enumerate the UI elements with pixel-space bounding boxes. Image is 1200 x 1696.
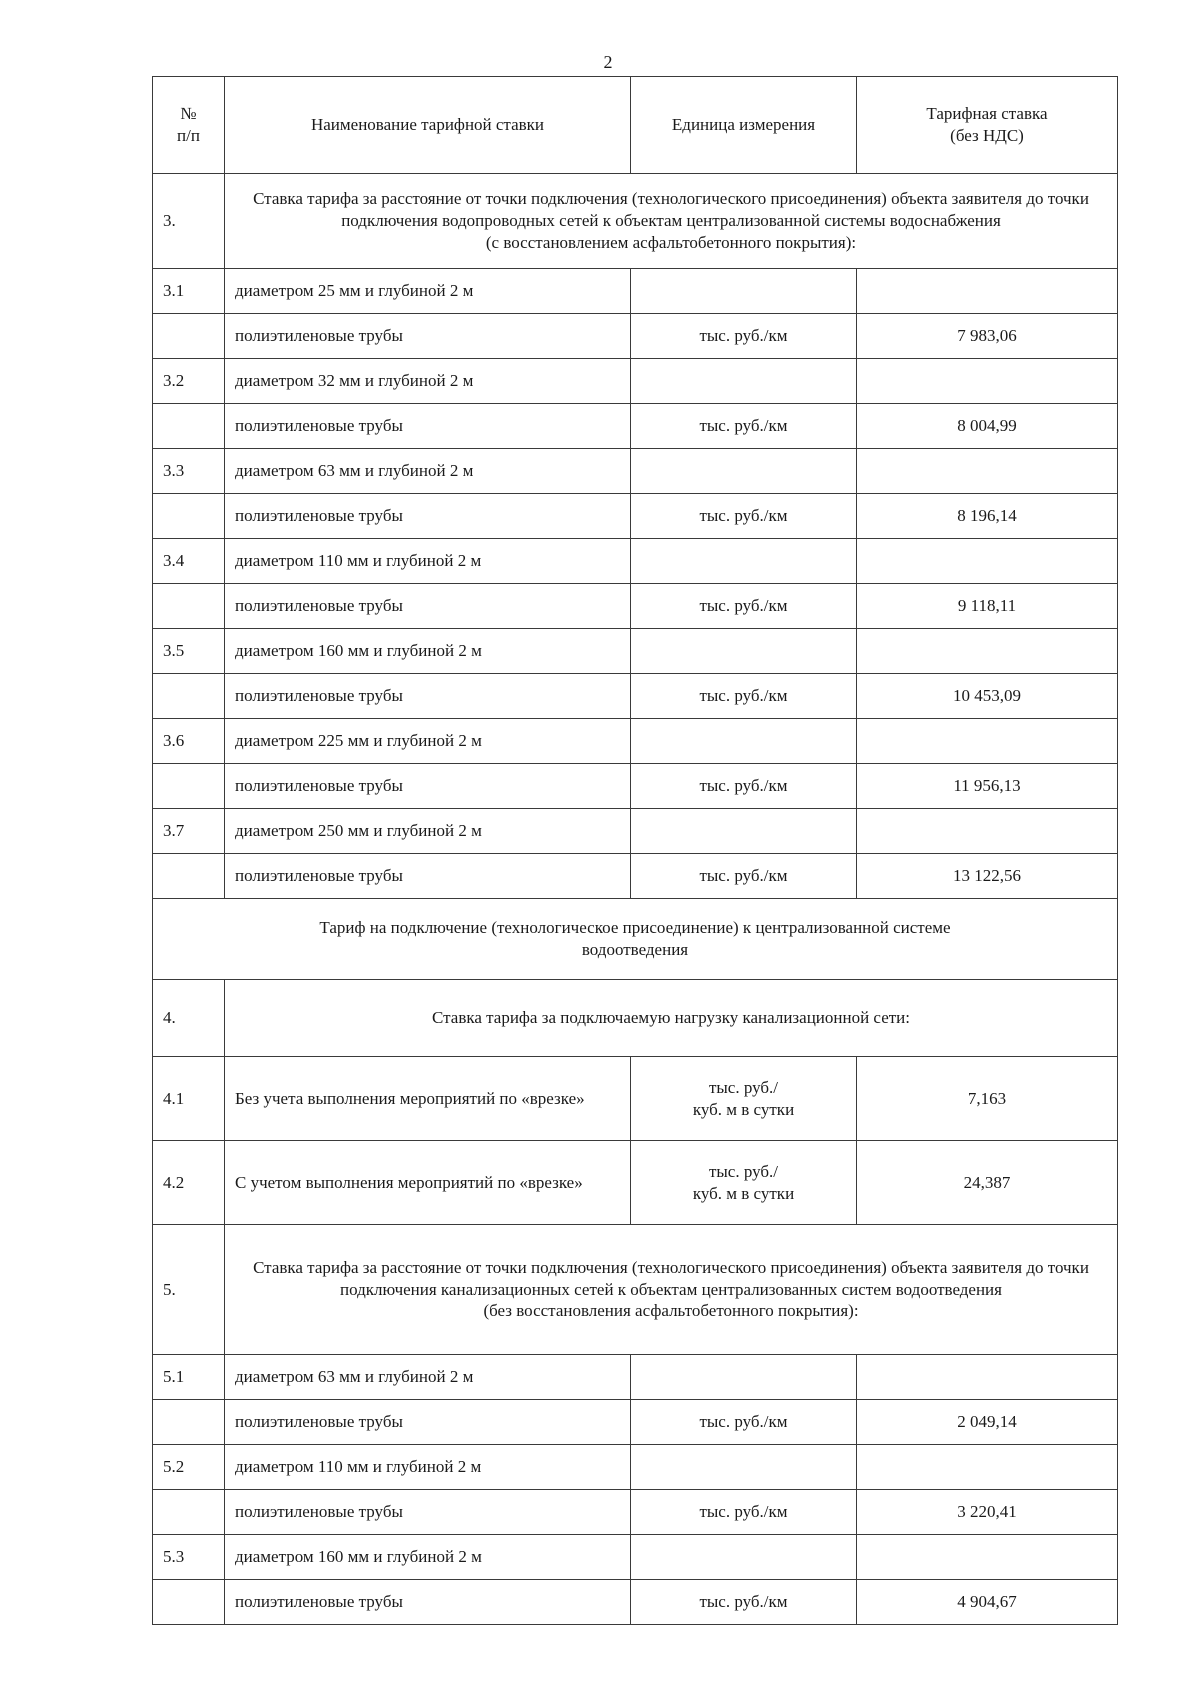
item-rate: 13 122,56 (857, 854, 1118, 899)
section-4-description: Ставка тарифа за подключаемую нагрузку канализационной сети: (225, 980, 1118, 1057)
item-number: 4.2 (153, 1141, 225, 1225)
material-row (153, 494, 1118, 539)
empty-rate-cell (857, 629, 1118, 674)
item-material: полиэтиленовые трубы (225, 764, 631, 809)
empty-unit-cell (631, 1445, 857, 1490)
section-3-description: Ставка тарифа за расстояние от точки подключения (технологического присоединения) объекта заявителя до точки подключения водопроводных сетей к объектам централизованной системы водоснабжения (с восстановлением асфальтобетонного покрытия): (225, 174, 1118, 269)
load-rate-row (153, 1057, 1118, 1141)
item-name: Без учета выполнения мероприятий по «врезке» (225, 1057, 631, 1141)
item-unit: тыс. руб./км (631, 1490, 857, 1535)
item-rate: 10 453,09 (857, 674, 1118, 719)
empty-rate-cell (857, 269, 1118, 314)
material-row (153, 314, 1118, 359)
item-number: 3.7 (153, 809, 225, 854)
header-number: № п/п (153, 77, 225, 174)
empty-unit-cell (631, 449, 857, 494)
item-rate: 8 004,99 (857, 404, 1118, 449)
item-number: 3.1 (153, 269, 225, 314)
item-name: С учетом выполнения мероприятий по «врезке» (225, 1141, 631, 1225)
empty-number-cell (153, 674, 225, 719)
empty-number-cell (153, 1490, 225, 1535)
item-unit: тыс. руб./км (631, 854, 857, 899)
empty-unit-cell (631, 629, 857, 674)
item-diameter: диаметром 63 мм и глубиной 2 м (225, 1355, 631, 1400)
diameter-row (153, 539, 1118, 584)
item-unit: тыс. руб./ куб. м в сутки (631, 1057, 857, 1141)
item-number: 5.3 (153, 1535, 225, 1580)
item-rate: 3 220,41 (857, 1490, 1118, 1535)
item-number: 4.1 (153, 1057, 225, 1141)
empty-rate-cell (857, 1535, 1118, 1580)
item-diameter: диаметром 110 мм и глубиной 2 м (225, 539, 631, 584)
empty-number-cell (153, 1400, 225, 1445)
diameter-row (153, 1445, 1118, 1490)
load-rate-row (153, 1141, 1118, 1225)
item-diameter: диаметром 160 мм и глубиной 2 м (225, 1535, 631, 1580)
material-row (153, 764, 1118, 809)
item-material: полиэтиленовые трубы (225, 1490, 631, 1535)
item-material: полиэтиленовые трубы (225, 1580, 631, 1625)
diameter-row (153, 719, 1118, 764)
page-number: 2 (603, 52, 613, 72)
item-unit: тыс. руб./км (631, 1400, 857, 1445)
material-row (153, 674, 1118, 719)
empty-unit-cell (631, 809, 857, 854)
item-diameter: диаметром 250 мм и глубиной 2 м (225, 809, 631, 854)
empty-number-cell (153, 764, 225, 809)
header-unit: Единица измерения (631, 77, 857, 174)
diameter-row (153, 809, 1118, 854)
empty-rate-cell (857, 359, 1118, 404)
empty-number-cell (153, 314, 225, 359)
empty-rate-cell (857, 449, 1118, 494)
table-body (153, 174, 1118, 1625)
header-rate-name: Наименование тарифной ставки (225, 77, 631, 174)
item-unit: тыс. руб./ куб. м в сутки (631, 1141, 857, 1225)
drainage-heading-row (153, 899, 1118, 980)
item-unit: тыс. руб./км (631, 404, 857, 449)
item-unit: тыс. руб./км (631, 314, 857, 359)
item-number: 3.6 (153, 719, 225, 764)
diameter-row (153, 269, 1118, 314)
empty-number-cell (153, 584, 225, 629)
item-diameter: диаметром 160 мм и глубиной 2 м (225, 629, 631, 674)
material-row (153, 584, 1118, 629)
item-rate: 4 904,67 (857, 1580, 1118, 1625)
section-4-row (153, 980, 1118, 1057)
empty-number-cell (153, 494, 225, 539)
section-5-number: 5. (153, 1225, 225, 1355)
section-4-number: 4. (153, 980, 225, 1057)
diameter-row (153, 449, 1118, 494)
item-number: 5.1 (153, 1355, 225, 1400)
empty-number-cell (153, 1580, 225, 1625)
item-diameter: диаметром 32 мм и глубиной 2 м (225, 359, 631, 404)
tariff-table (152, 76, 1118, 1625)
item-number: 5.2 (153, 1445, 225, 1490)
item-unit: тыс. руб./км (631, 764, 857, 809)
item-rate: 9 118,11 (857, 584, 1118, 629)
drainage-heading: Тариф на подключение (технологическое присоединение) к централизованной системе водоотведения (153, 899, 1118, 980)
item-unit: тыс. руб./км (631, 584, 857, 629)
item-material: полиэтиленовые трубы (225, 1400, 631, 1445)
header-rate: Тарифная ставка (без НДС) (857, 77, 1118, 174)
item-diameter: диаметром 110 мм и глубиной 2 м (225, 1445, 631, 1490)
section-3-row (153, 174, 1118, 269)
diameter-row (153, 1355, 1118, 1400)
item-rate: 8 196,14 (857, 494, 1118, 539)
section-5-description: Ставка тарифа за расстояние от точки подключения (технологического присоединения) объекта заявителя до точки подключения канализационных сетей к объектам централизованных систем водоотведения (без восстановления асфальтобетонного покрытия): (225, 1225, 1118, 1355)
item-rate: 7 983,06 (857, 314, 1118, 359)
item-diameter: диаметром 25 мм и глубиной 2 м (225, 269, 631, 314)
empty-number-cell (153, 404, 225, 449)
empty-rate-cell (857, 719, 1118, 764)
section-3-number: 3. (153, 174, 225, 269)
empty-rate-cell (857, 1355, 1118, 1400)
item-number: 3.3 (153, 449, 225, 494)
item-material: полиэтиленовые трубы (225, 674, 631, 719)
item-diameter: диаметром 63 мм и глубиной 2 м (225, 449, 631, 494)
empty-unit-cell (631, 359, 857, 404)
item-material: полиэтиленовые трубы (225, 314, 631, 359)
table-header-row (153, 77, 1118, 174)
item-number: 3.4 (153, 539, 225, 584)
material-row (153, 1400, 1118, 1445)
item-unit: тыс. руб./км (631, 1580, 857, 1625)
empty-unit-cell (631, 539, 857, 584)
diameter-row (153, 359, 1118, 404)
item-rate: 24,387 (857, 1141, 1118, 1225)
material-row (153, 404, 1118, 449)
empty-rate-cell (857, 809, 1118, 854)
empty-unit-cell (631, 1355, 857, 1400)
material-row (153, 854, 1118, 899)
material-row (153, 1580, 1118, 1625)
item-material: полиэтиленовые трубы (225, 404, 631, 449)
item-material: полиэтиленовые трубы (225, 584, 631, 629)
material-row (153, 1490, 1118, 1535)
item-unit: тыс. руб./км (631, 494, 857, 539)
empty-rate-cell (857, 539, 1118, 584)
diameter-row (153, 1535, 1118, 1580)
item-number: 3.5 (153, 629, 225, 674)
empty-number-cell (153, 854, 225, 899)
item-material: полиэтиленовые трубы (225, 854, 631, 899)
diameter-row (153, 629, 1118, 674)
item-rate: 7,163 (857, 1057, 1118, 1141)
item-unit: тыс. руб./км (631, 674, 857, 719)
item-rate: 11 956,13 (857, 764, 1118, 809)
empty-unit-cell (631, 1535, 857, 1580)
item-material: полиэтиленовые трубы (225, 494, 631, 539)
empty-unit-cell (631, 269, 857, 314)
empty-rate-cell (857, 1445, 1118, 1490)
empty-unit-cell (631, 719, 857, 764)
item-rate: 2 049,14 (857, 1400, 1118, 1445)
item-diameter: диаметром 225 мм и глубиной 2 м (225, 719, 631, 764)
section-5-row (153, 1225, 1118, 1355)
item-number: 3.2 (153, 359, 225, 404)
